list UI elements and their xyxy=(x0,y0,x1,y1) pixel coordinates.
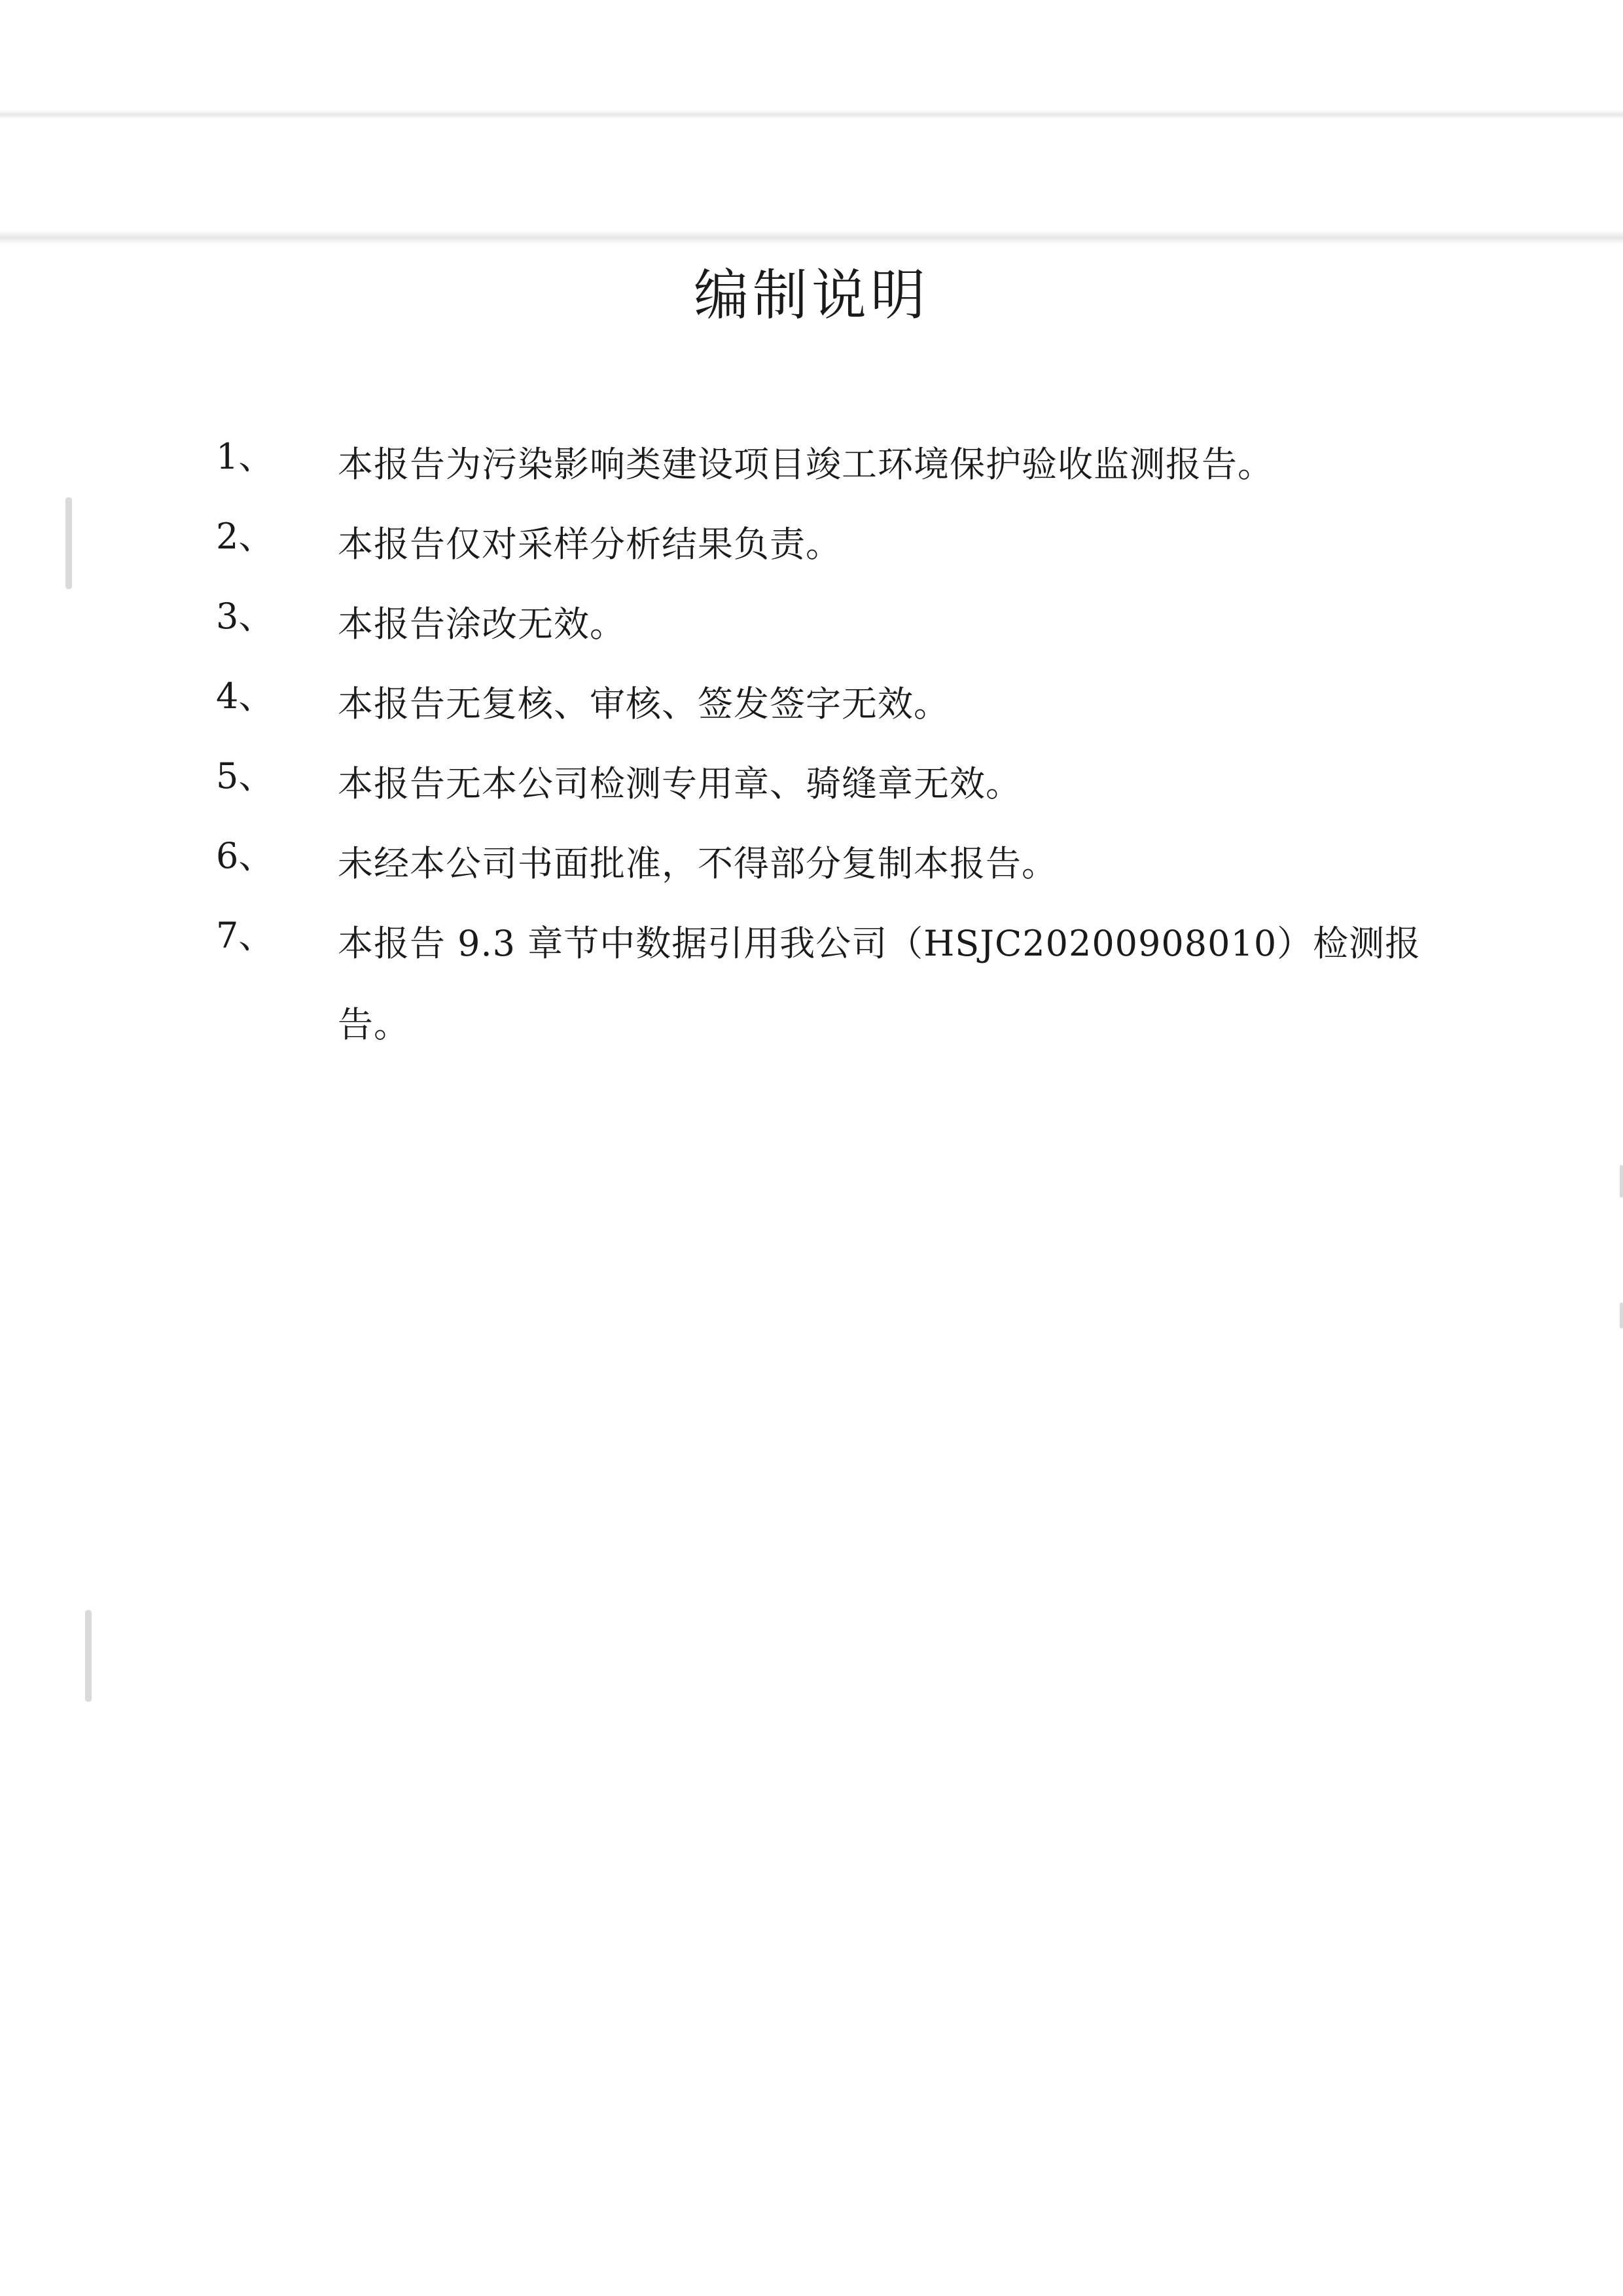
scan-artifact-band xyxy=(0,110,1623,119)
binding-hole-mark xyxy=(65,497,72,589)
note-number: 4、 xyxy=(216,675,274,717)
note-item xyxy=(216,584,1492,664)
note-text: 本报告无本公司检测专用章、骑缝章无效。 xyxy=(338,763,1022,804)
note-item xyxy=(216,504,1492,584)
note-text: 本报告无复核、审核、签发签字无效。 xyxy=(338,683,950,725)
note-number: 7、 xyxy=(216,915,274,956)
edge-artifact xyxy=(1620,1302,1623,1329)
note-item xyxy=(216,823,1492,903)
note-text: 本报告为污染影响类建设项目竣工环境保护验收监测报告。 xyxy=(338,444,1274,485)
note-number: 3、 xyxy=(216,596,274,637)
note-item xyxy=(216,744,1492,823)
note-text: 本报告仅对采样分析结果负责。 xyxy=(338,524,842,565)
note-text: 本报告 9.3 章节中数据引用我公司（HSJC20200908010）检测报告。 xyxy=(338,923,1421,1045)
page-title: 编制说明 xyxy=(693,263,929,327)
note-item xyxy=(216,664,1492,744)
note-number: 5、 xyxy=(216,755,274,797)
binding-hole-mark xyxy=(85,1610,92,1702)
note-number: 6、 xyxy=(216,835,274,876)
note-number: 2、 xyxy=(216,516,274,557)
scan-artifact-band xyxy=(0,230,1623,245)
edge-artifact xyxy=(1620,1165,1623,1198)
note-number: 1、 xyxy=(216,436,274,477)
notes-list xyxy=(216,424,1492,1045)
note-item xyxy=(216,903,1492,1045)
note-text: 未经本公司书面批准，不得部分复制本报告。 xyxy=(338,843,1058,884)
note-item xyxy=(216,424,1492,504)
note-text: 本报告涂改无效。 xyxy=(338,603,626,645)
